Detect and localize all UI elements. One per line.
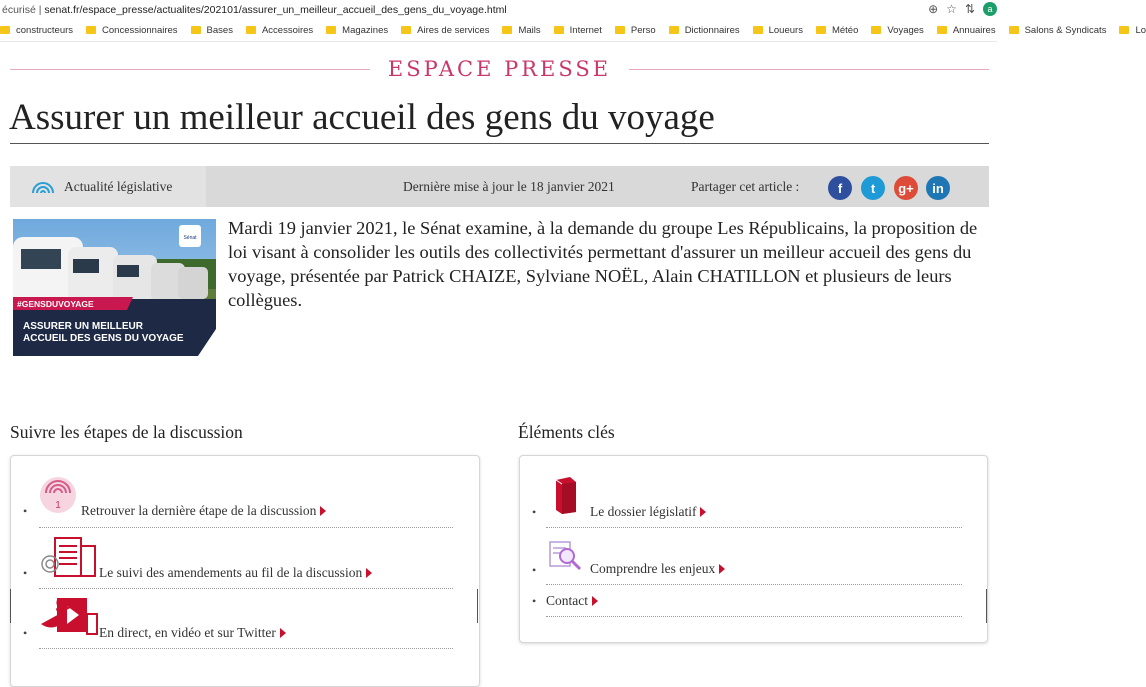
bookmark-item[interactable]: Concessionnaires [86,25,178,36]
list-item-label[interactable]: En direct, en vidéo et sur Twitter [99,625,286,641]
folder-icon [615,26,625,34]
video-twitter-icon [39,596,99,640]
last-updated: Dernière mise à jour le 18 janvier 2021 [403,179,615,194]
list-item-label[interactable]: Retrouver la dernière étape de la discussion [81,503,326,519]
url-text[interactable]: écurisé | senat.fr/espace_presse/actualites/202101/assurer_un_meilleur_accueil_des_gens_du_voyage.html [2,3,507,16]
list-item[interactable]: • Contact [520,586,987,626]
divider [10,69,370,70]
folder-icon [401,26,411,34]
facebook-icon[interactable]: f [828,176,852,200]
article-info-bar [10,166,989,207]
book-icon [552,476,580,514]
bookmark-item[interactable]: Accessoires [246,25,313,36]
folder-icon [554,26,564,34]
page-title: Assurer un meilleur accueil des gens du voyage [9,97,715,138]
address-bar[interactable] [0,0,997,19]
folder-icon [871,26,881,34]
section-header-label: ESPACE PRESSE [387,57,612,81]
magnifier-doc-icon [548,540,582,570]
url-value: senat.fr/espace_presse/actualites/202101/assurer_un_meilleur_accueil_des_gens_du_voyage.html [44,3,507,16]
profile-avatar[interactable]: a [983,2,997,16]
campervans-image [13,219,216,356]
twitter-icon[interactable]: t [861,176,885,200]
list-item[interactable]: 1 • Retrouver la dernière étape de la discussion [11,476,479,531]
bookmark-item[interactable]: Aires de services [401,25,489,36]
folder-icon [816,26,826,34]
broadcast-step-icon [39,476,77,514]
list-item[interactable]: • Le suivi des amendements au fil de la discussion [11,536,479,591]
folder-icon [669,26,679,34]
bookmark-item[interactable]: Salons & Syndicats [1009,25,1107,36]
folder-icon [0,26,10,34]
divider [10,143,989,144]
thumbnail-caption-1: ASSURER UN MEILLEUR [23,321,144,332]
list-item[interactable]: • Le dossier législatif [520,476,987,531]
linkedin-icon[interactable]: in [926,176,950,200]
folder-icon [326,26,336,34]
folder-icon [502,26,512,34]
article-lead: Mardi 19 janvier 2021, le Sénat examine, à la demande du groupe Les Républicains, la proposition de loi visant à consolider les outils des collectivités permettant d'assurer un meilleur accueil des gens du voyage, présentée par Patrick CHAIZE, Sylviane NOËL, Alain CHATILLON et plusieurs de leurs collègues. [228,218,978,310]
key-elements-heading: Éléments clés [518,422,615,442]
bookmark-item[interactable]: Annuaires [937,25,996,36]
bookmark-item[interactable]: Internet [554,25,602,36]
bookmark-item[interactable]: Magazines [326,25,388,36]
list-item-label[interactable]: Contact [546,593,598,609]
scroll-marker [986,589,987,623]
dotted-divider [546,584,962,585]
divider [629,69,989,70]
bookmark-item[interactable]: Lo [1119,25,1146,36]
star-icon[interactable]: ☆ [946,2,957,16]
folder-icon [191,26,201,34]
amendments-icon [41,536,97,580]
category-label: Actualité législative [64,178,173,194]
step-number-badge: 1 [55,500,61,511]
folder-icon [86,26,96,34]
article-thumbnail[interactable] [13,219,216,356]
senat-logo: Sénat [183,235,197,241]
bookmark-item[interactable]: Voyages [871,25,923,36]
scroll-marker [477,589,478,623]
dotted-divider [546,616,962,617]
bookmark-item[interactable]: Perso [615,25,656,36]
extension-icon[interactable]: ⇅ [964,2,975,16]
share-label: Partager cet article : [691,179,800,194]
wifi-arcs-icon [30,180,56,194]
folder-icon [1009,26,1019,34]
key-elements-card [519,455,988,643]
zoom-icon[interactable]: ⊕ [928,2,939,16]
list-item-label[interactable]: Le dossier législatif [590,504,706,520]
bookmark-item[interactable]: Bases [191,25,233,36]
folder-icon [937,26,947,34]
discussion-card [10,455,480,687]
bookmark-item[interactable]: Météo [816,25,858,36]
bookmark-item[interactable]: Mails [502,25,540,36]
bookmark-item[interactable]: Loueurs [753,25,803,36]
bookmarks-bar [0,19,1146,42]
folder-icon [246,26,256,34]
scroll-marker [10,589,11,623]
google-plus-icon[interactable]: g+ [894,176,918,200]
list-item-label[interactable]: Le suivi des amendements au fil de la discussion [99,565,372,581]
list-item[interactable]: • Comprendre les enjeux [520,536,987,591]
list-item[interactable]: • En direct, en vidéo et sur Twitter [11,596,479,651]
section-header [10,57,989,81]
dotted-divider [39,648,453,649]
category-tag[interactable] [10,166,206,207]
bookmark-item[interactable]: Dictionnaires [669,25,740,36]
folder-icon [753,26,763,34]
security-label: écurisé [2,3,36,16]
thumbnail-caption-2: ACCUEIL DES GENS DU VOYAGE [23,333,184,344]
folder-icon [1119,26,1129,34]
dotted-divider [39,588,453,589]
list-item-label[interactable]: Comprendre les enjeux [590,561,725,577]
discussion-heading: Suivre les étapes de la discussion [10,422,243,442]
thumbnail-hashtag: #GENSDUVOYAGE [17,299,94,309]
dotted-divider [39,527,453,528]
dotted-divider [546,527,962,528]
bookmark-item[interactable]: constructeurs [0,25,73,36]
